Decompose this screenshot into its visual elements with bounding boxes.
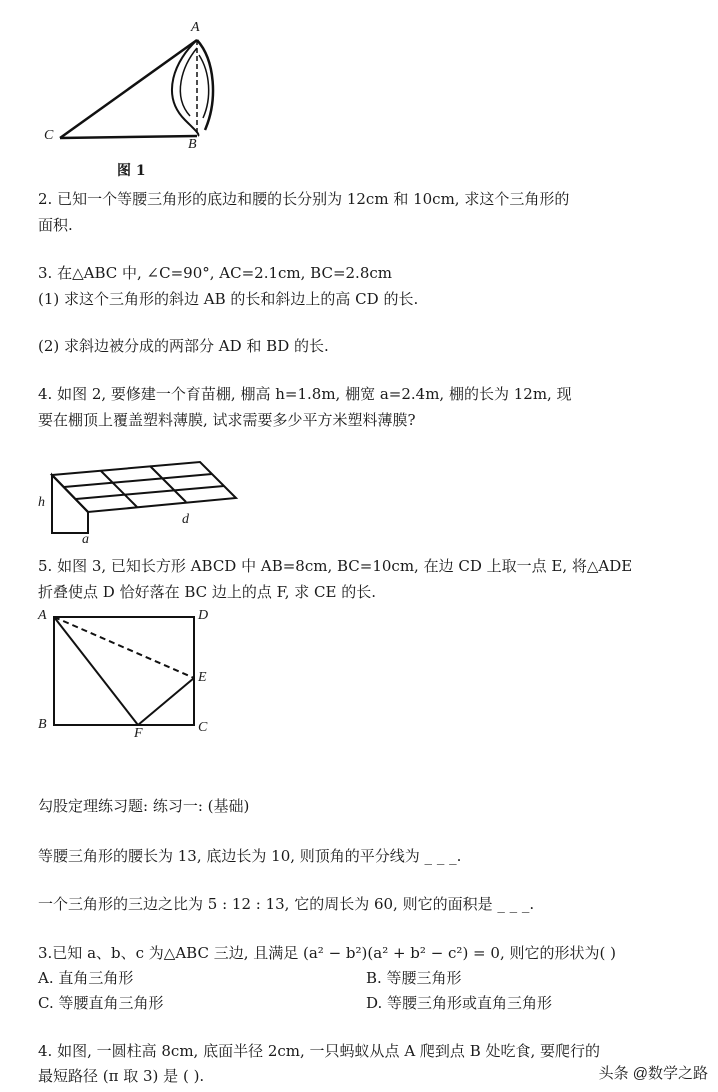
watermark: 头条 @数学之路 (595, 1061, 712, 1084)
mc4-line2: 最短路径 (π 取 3) 是 ( ). (38, 1067, 205, 1085)
figure1-edge-cb (60, 136, 197, 138)
figure-2 (0, 450, 718, 550)
figure1-fold-inner (180, 48, 197, 116)
figure-1 (0, 0, 718, 180)
mc3-stem: 3.已知 a、b、c 为△ABC 三边, 且满足 (a² − b²)(a² + b² − c²) = 0, 则它的形状为( ) (38, 944, 616, 962)
q4-line1: 4. 如图 2, 要修建一个育苗棚, 棚高 h=1.8m, 棚宽 a=2.4m, 棚的长为 12m, 现 (38, 385, 572, 403)
q5-line2: 折叠使点 D 恰好落在 BC 边上的点 F, 求 CE 的长. (38, 583, 376, 601)
figure1-caption: 图 1 (117, 163, 146, 179)
figure2-label-h: h (38, 495, 45, 510)
figure3-ae (54, 617, 194, 678)
figure2-label-d: d (182, 512, 189, 527)
figure1-fold-right-inner (199, 55, 209, 118)
figure3-point-f: F (134, 726, 143, 741)
figure3-rectangle (54, 617, 194, 725)
q3-sub2: (2) 求斜边被分成的两部分 AD 和 BD 的长. (38, 337, 329, 355)
figure2-label-a: a (82, 532, 89, 547)
q4-line2: 要在棚顶上覆盖塑料薄膜, 试求需要多少平方米塑料薄膜? (38, 411, 416, 429)
figure-3 (0, 610, 718, 750)
mc3-option-b: B. 等腰三角形 (366, 969, 462, 987)
section-p1: 等腰三角形的腰长为 13, 底边长为 10, 则顶角的平分线为 _ _ _. (38, 847, 462, 865)
figure3-fe (138, 678, 194, 725)
q2-line1: 2. 已知一个等腰三角形的底边和腰的长分别为 12cm 和 10cm, 求这个三角形的 (38, 190, 570, 208)
figure2-front-slope (52, 475, 88, 512)
mc4-line1: 4. 如图, 一圆柱高 8cm, 底面半径 2cm, 一只蚂蚁从点 A 爬到点 B 处吃食, 要爬行的 (38, 1042, 601, 1060)
figure3-point-d: D (198, 608, 209, 623)
figure1-point-c: C (44, 128, 54, 143)
q3-sub1: (1) 求这个三角形的斜边 AB 的长和斜边上的高 CD 的长. (38, 290, 419, 308)
figure1-edge-ca (60, 40, 197, 138)
figure3-point-b: B (38, 717, 47, 732)
figure3-point-e: E (198, 670, 207, 685)
figure1-point-a: A (191, 20, 200, 35)
figure3-af (54, 617, 138, 725)
mc3-option-d: D. 等腰三角形或直角三角形 (366, 994, 553, 1012)
q3-line1: 3. 在△ABC 中, ∠C=90°, AC=2.1cm, BC=2.8cm (38, 264, 392, 282)
q5-line1: 5. 如图 3, 已知长方形 ABCD 中 AB=8cm, BC=10cm, 在边 CD 上取一点 E, 将△ADE (38, 557, 633, 575)
section-title: 勾股定理练习题: 练习一: (基础) (38, 797, 250, 815)
section-p2: 一个三角形的三边之比为 5 : 12 : 13, 它的周长为 60, 则它的面积是 _ _ _. (38, 895, 535, 913)
figure3-point-a: A (38, 608, 47, 623)
mc3-option-c: C. 等腰直角三角形 (38, 994, 164, 1012)
figure2-front-triangle (52, 475, 88, 533)
figure3-point-c: C (198, 720, 208, 735)
mc3-option-a: A. 直角三角形 (38, 969, 134, 987)
figure1-fold-right (197, 40, 213, 130)
q2-line2: 面积. (38, 216, 73, 234)
figure1-point-b: B (188, 137, 197, 152)
